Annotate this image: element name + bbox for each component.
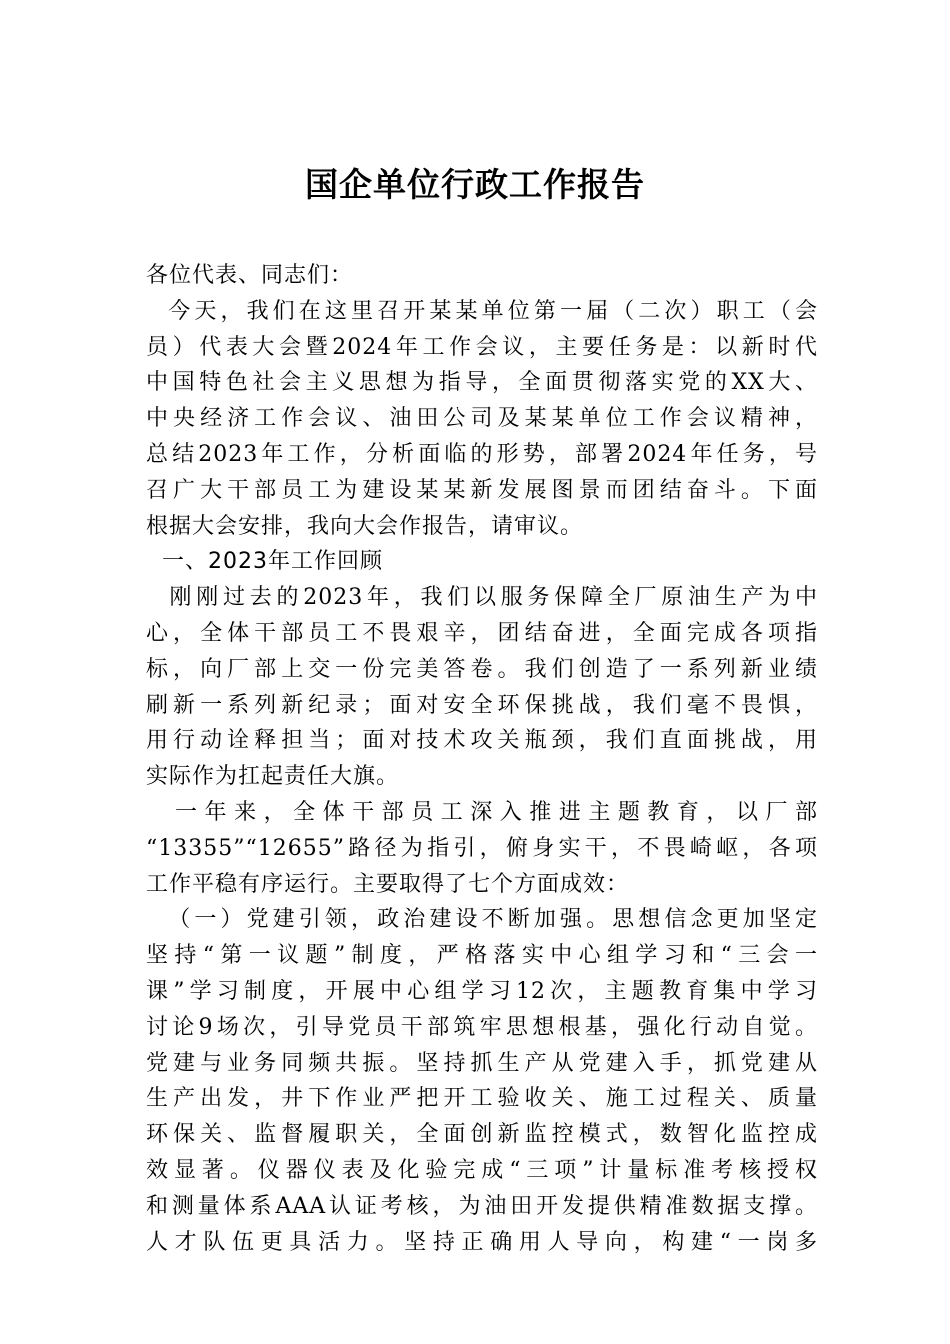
paragraph-line: 生产出发，井下作业严把开工验收关、施工过程关、质量 xyxy=(146,1086,818,1112)
paragraph-line: 标，向厂部上交一份完美答卷。我们创造了一系列新业绩 xyxy=(146,656,818,682)
paragraph-line: 和测量体系AAA认证考核，为油田开发提供精准数据支撑。 xyxy=(146,1193,818,1219)
paragraph-line: 讨论9场次，引导党员干部筑牢思想根基，强化行动自觉。 xyxy=(146,1014,818,1040)
paragraph-line: 一年来，全体干部员工深入推进主题教育，以厂部 xyxy=(146,799,818,825)
paragraph-line: 中央经济工作会议、油田公司及某某单位工作会议精神， xyxy=(146,406,818,432)
section-heading: 一、2023年工作回顾 xyxy=(146,549,383,575)
paragraph-line: 课”学习制度，开展中心组学习12次，主题教育集中学习 xyxy=(146,978,818,1004)
paragraph-line: “13355”“12655”路径为指引，俯身实干，不畏崎岖，各项 xyxy=(146,835,818,861)
paragraph-line: 中国特色社会主义思想为指导，全面贯彻落实党的XX大、 xyxy=(146,370,818,396)
paragraph-line: 召广大干部员工为建设某某新发展图景而团结奋斗。下面 xyxy=(146,477,818,503)
paragraph-line: 刚刚过去的2023年，我们以服务保障全厂原油生产为中 xyxy=(146,585,818,611)
paragraph-line: 工作平稳有序运行。主要取得了七个方面成效： xyxy=(146,871,630,897)
paragraph-line: 心，全体干部员工不畏艰辛，团结奋进，全面完成各项指 xyxy=(146,620,818,646)
paragraph-line: 环保关、监督履职关，全面创新监控模式，数智化监控成 xyxy=(146,1122,818,1148)
paragraph-line: 总结2023年工作，分析面临的形势，部署2024年任务，号 xyxy=(146,441,818,467)
document-title: 国企单位行政工作报告 xyxy=(305,165,645,204)
paragraph-line: 根据大会安排，我向大会作报告，请审议。 xyxy=(146,513,584,539)
paragraph-line: 员）代表大会暨2024年工作会议，主要任务是：以新时代 xyxy=(146,334,818,360)
paragraph-line: 实际作为扛起责任大旗。 xyxy=(146,764,400,790)
paragraph-line: 刷新一系列新纪录；面对安全环保挑战，我们毫不畏惧， xyxy=(146,692,818,718)
paragraph-line: 党建与业务同频共振。坚持抓生产从党建入手，抓党建从 xyxy=(146,1050,818,1076)
paragraph-line: 效显著。仪器仪表及化验完成“三项”计量标准考核授权 xyxy=(146,1157,818,1183)
paragraph-line: 各位代表、同志们： xyxy=(146,263,354,288)
paragraph-line: 今天，我们在这里召开某某单位第一届（二次）职工（会 xyxy=(146,298,818,324)
paragraph-line: 坚持“第一议题”制度，严格落实中心组学习和“三会一 xyxy=(146,943,818,969)
paragraph-line: 人才队伍更具活力。坚持正确用人导向，构建“一岗多 xyxy=(146,1229,818,1255)
document-body xyxy=(146,258,818,1260)
paragraph-line: （一）党建引领，政治建设不断加强。思想信念更加坚定 xyxy=(146,907,818,933)
paragraph-line: 用行动诠释担当；面对技术攻关瓶颈，我们直面挑战，用 xyxy=(146,728,818,754)
